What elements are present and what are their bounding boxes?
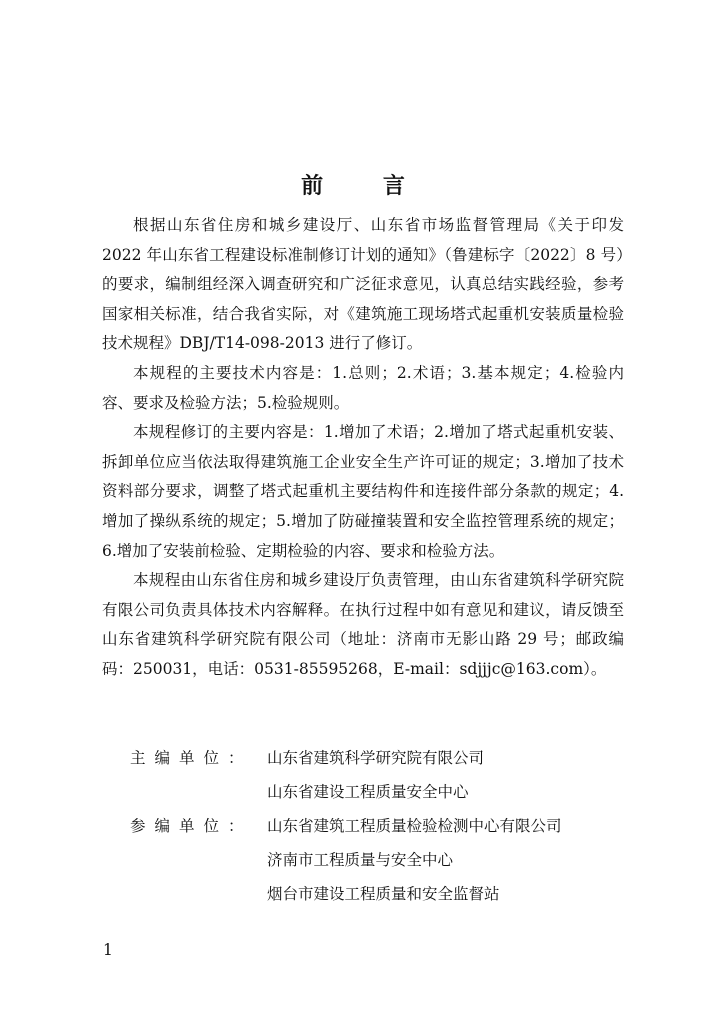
paragraph-management-contact: 本规程由山东省住房和城乡建设厅负责管理，由山东省建筑科学研究院有限公司负责具体技术内容解释。在执行过程中如有意见和建议，请反馈至山东省建筑科学研究院有限公司（地址：济南市无影山路 29 号；邮政编码：250031，电话：0531-85595268，E-mail：sdjjjc@163.com）。 bbox=[102, 571, 624, 678]
chief-editor-unit: 山东省建设工程质量安全中心 bbox=[267, 783, 469, 801]
preface-body bbox=[102, 211, 624, 685]
chief-editor-unit: 山东省建筑科学研究院有限公司 bbox=[267, 749, 485, 767]
page-title: 前 言 bbox=[301, 174, 431, 199]
editor-units bbox=[102, 741, 642, 911]
paragraph-revision-content: 本规程修订的主要内容是：1.增加了术语；2.增加了塔式起重机安装、拆卸单位应当依法取得建筑施工企业安全生产许可证的规定；3.增加了技术资料部分要求，调整了塔式起重机主要结构件和连接件部分条款的规定；4.增加了操纵系统的规定；5.增加了防碰撞装置和安全监控管理系统的规定；6.增加了安装前检验、定期检验的内容、要求和检验方法。 bbox=[102, 423, 624, 560]
participating-editor-row bbox=[102, 809, 642, 843]
chief-editor-row bbox=[102, 741, 642, 775]
participating-editor-unit: 济南市工程质量与安全中心 bbox=[267, 851, 454, 869]
label-spacer bbox=[102, 843, 267, 877]
participating-editor-label: 参编单位： bbox=[130, 817, 253, 835]
label-spacer bbox=[102, 775, 267, 809]
chief-editor-label: 主编单位： bbox=[130, 749, 253, 767]
chief-editor-row bbox=[102, 775, 642, 809]
participating-editor-unit: 山东省建筑工程质量检验检测中心有限公司 bbox=[267, 817, 562, 835]
page-number: 1 bbox=[103, 941, 113, 959]
label-spacer bbox=[102, 877, 267, 911]
paragraph-revision-basis: 根据山东省住房和城乡建设厅、山东省市场监督管理局《关于印发 2022 年山东省工程建设标准制修订计划的通知》（鲁建标字〔2022〕8 号）的要求，编制组经深入调查研究和广泛征求意见，认真总结实践经验，参考国家相关标准，结合我省实际，对《建筑施工现场塔式起重机安装质量检验技术规程》DBJ/T14-098-2013 进行了修订。 bbox=[102, 216, 624, 353]
participating-editor-unit: 烟台市建设工程质量和安全监督站 bbox=[267, 885, 500, 903]
paragraph-technical-content: 本规程的主要技术内容是：1.总则；2.术语；3.基本规定；4.检验内容、要求及检验方法；5.检验规则。 bbox=[102, 363, 624, 412]
participating-editor-row bbox=[102, 843, 642, 877]
participating-editor-row bbox=[102, 877, 642, 911]
